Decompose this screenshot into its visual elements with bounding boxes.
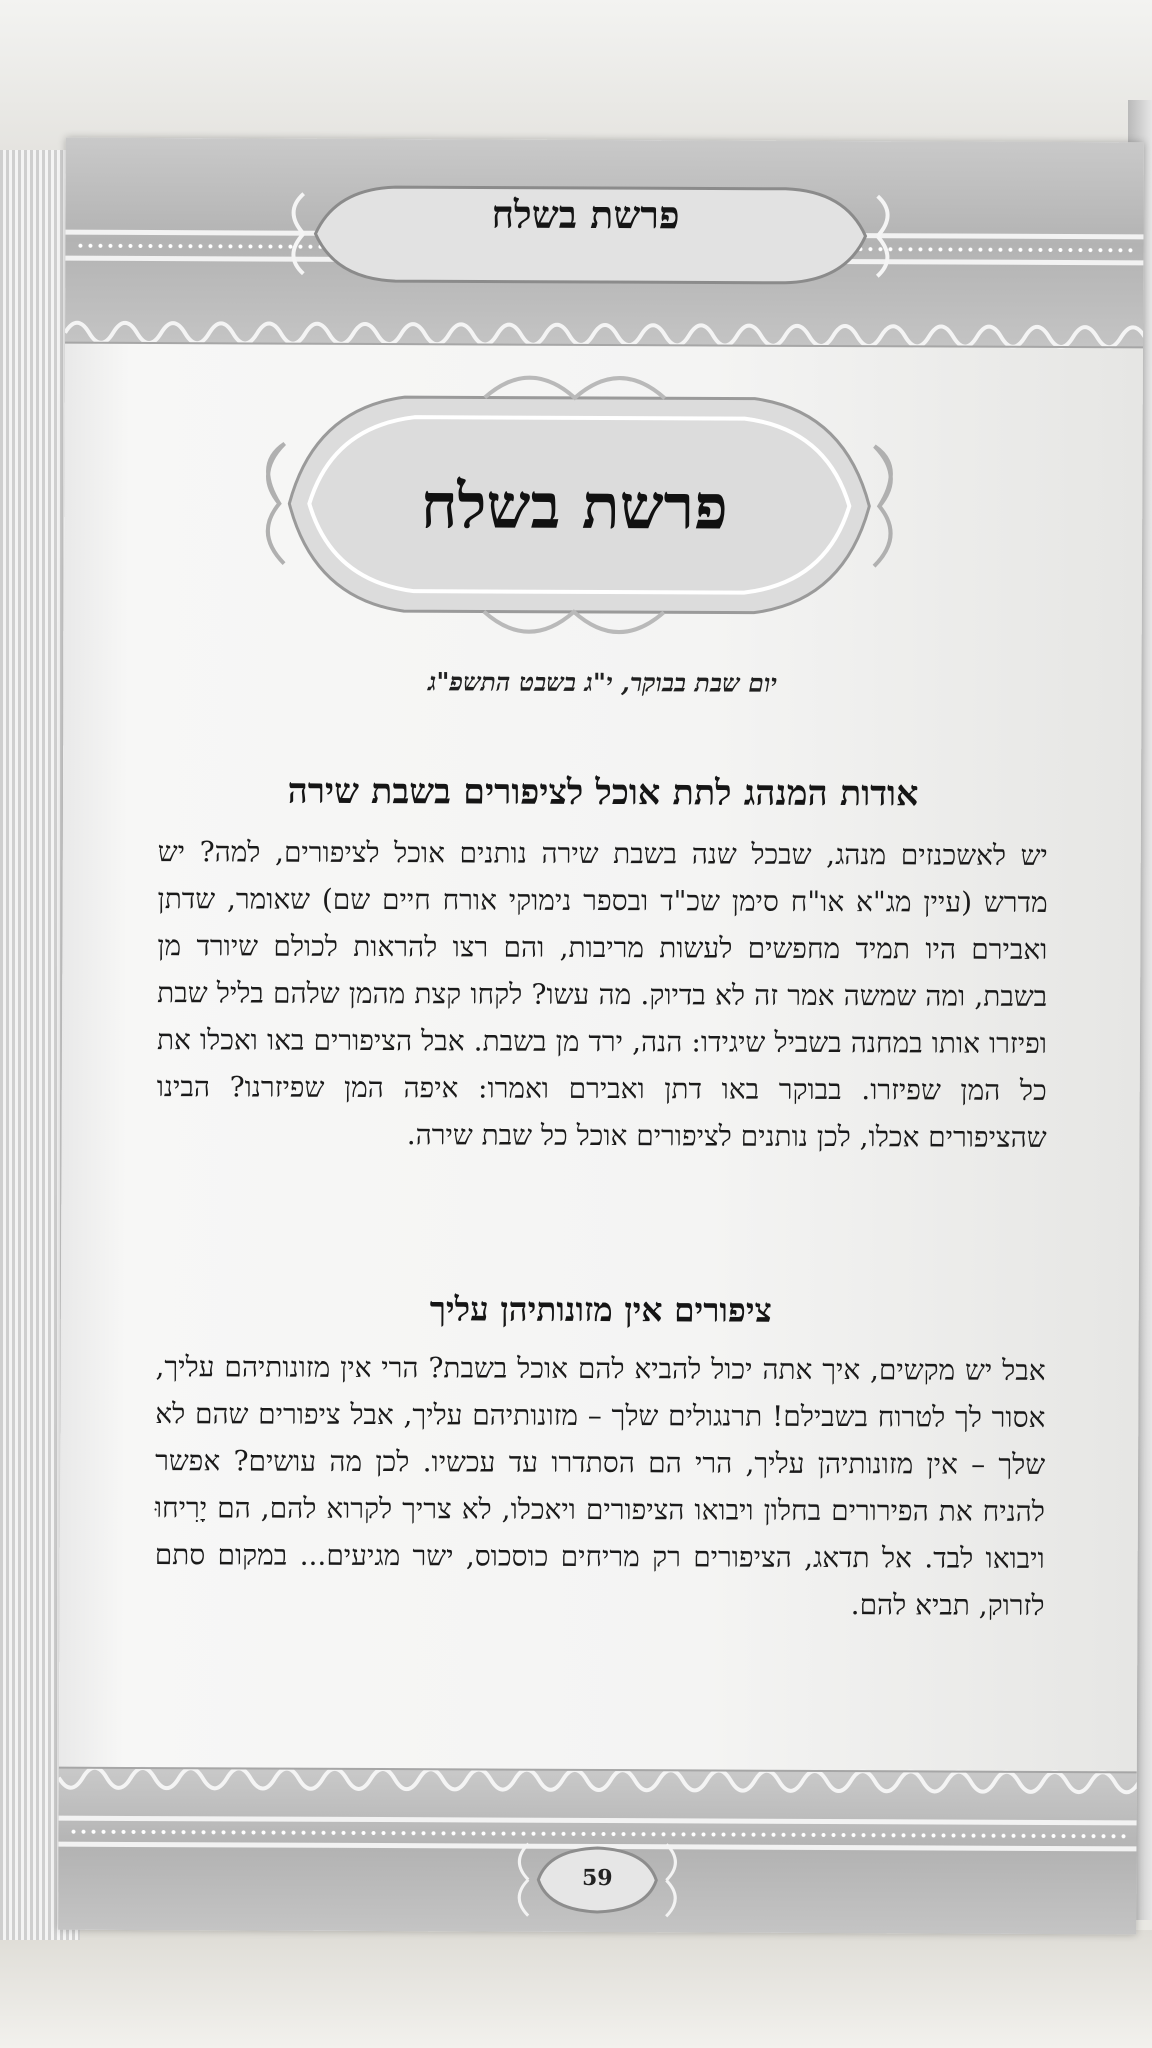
top-band-edge [65,343,1143,348]
running-header-title: פרשת בשלח [491,191,680,238]
book-page [58,138,1144,1935]
background-bottom [0,1930,1152,2048]
section-heading-1: אודות המנהג לתת אוכל לציפורים בשבת שירה [287,770,919,815]
date-line: יום שבת בבוקר, י"ג בשבט התשפ"ג [428,667,778,698]
background-top [0,0,1152,160]
bottom-band-edge [59,1768,1137,1773]
section-heading-2: ציפורים אין מזונותיהן עליך [429,1289,772,1330]
section-paragraph-1: יש לאשכנזים מנהג, שבכל שנה בשבת שירה נותנים אוכל לציפורים, למה? יש מדרש (עיין מג"א או"ח סימן שכ"ד ובספר נימוקי אורח חיים שם) שאומר, שדתן ואבירם היו תמיד מחפשים לעשות מריבות, והם רצו להראות לכולם שיורד מן בשבת, ומה שמשה אמר זה לא בדיוק. מה עשו? לקחו קצת מהמן שלהם בליל שבת ופיזרו אותו במחנה בשביל שיגידו: הנה, ירד מן בשבת. אבל הציפורים באו ואכלו את כל המן שפיזרו. בבוקר באו דתן ואבירם ואמרו: איפה המן שפיזרנו? הבינו שהציפורים אכלו, לכן נותנים לציפורים אוכל כל שבת שירה. [156,835,1048,1154]
page-number: 59 [581,1864,613,1892]
page-title: פרשת בשלח [420,469,728,544]
section-paragraph-2: אבל יש מקשים, איך אתה יכול להביא להם אוכל בשבת? הרי אין מזונותיהם עליך, אסור לך לטרוח בשבילם! תרנגולים שלך – מזונותיהם עליך, אבל ציפורים שהם לא שלך – אין מזונותיהן עליך, הרי הם הסתדרו עד עכשיו. לכן מה עושים? אפשר להניח את הפירורים בחלון ויבואו הציפורים ויאכלו, לא צריך לקרוא להם, הם יָרִיחוּ ויבואו לבד. אל תדאג, הציפורים רק מריחים כוסכוס, ישר מגיעים... במקום סתם לזרוק, תביא להם. [154,1350,1046,1622]
bleed-through-text: ​ [184,376,185,408]
